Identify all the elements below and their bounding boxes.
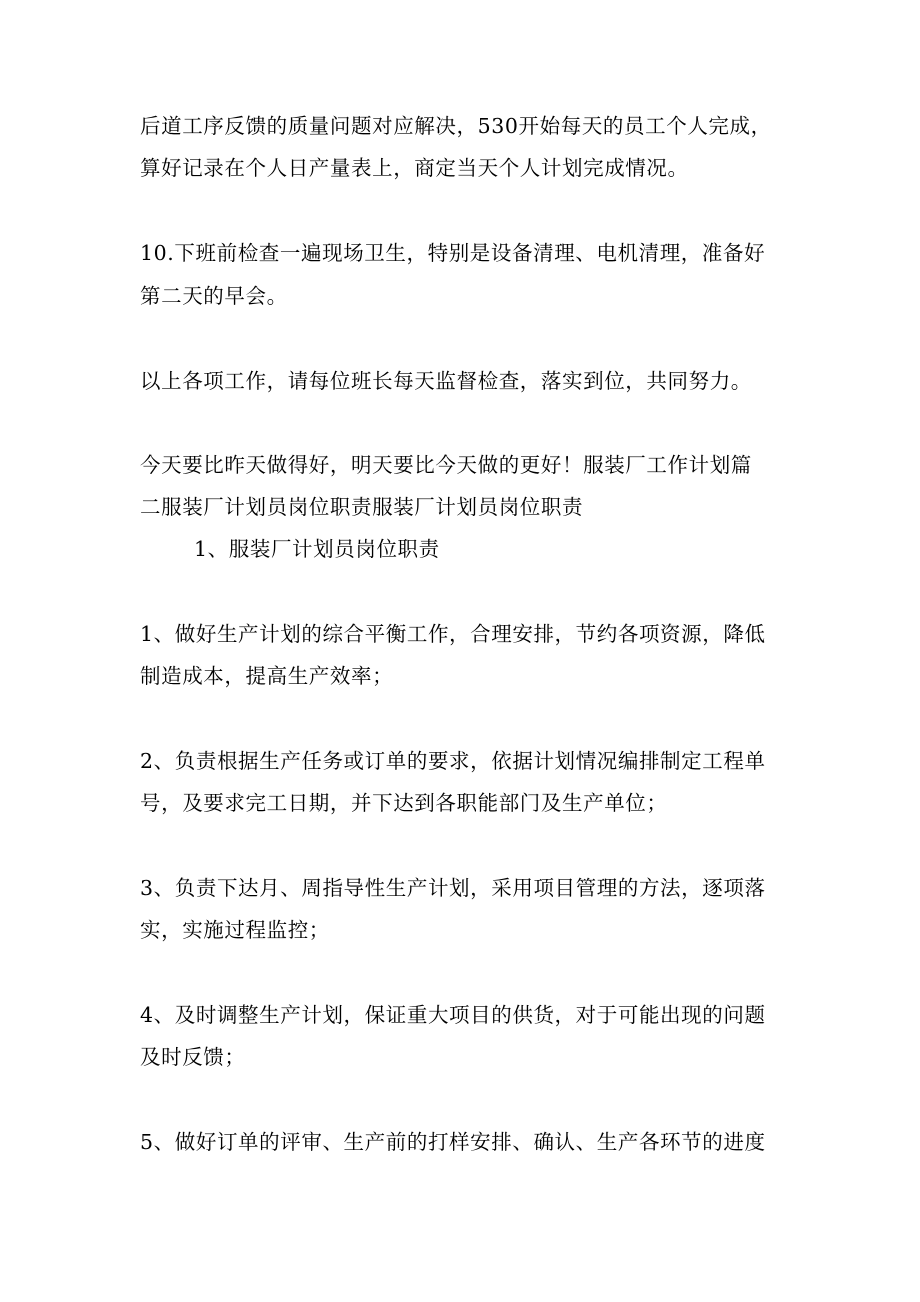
text-line: 第二天的早会。 [140,284,288,308]
list-item-line: 5、做好订单的评审、生产前的打样安排、确认、生产各环节的进度 [140,1130,766,1154]
text-line: 二服装厂计划员岗位职责服装厂计划员岗位职责 [140,495,584,519]
list-item-line: 制造成本，提高生产效率； [140,664,394,688]
list-item-line: 号，及要求完工日期，并下达到各职能部门及生产单位； [140,791,668,815]
list-item-line: 2、负责根据生产任务或订单的要求，依据计划情况编排制定工程单 [140,749,766,773]
list-item-line: 4、及时调整生产计划，保证重大项目的供货，对于可能出现的问题 [140,1003,766,1027]
text-line: 算好记录在个人日产量表上，商定当天个人计划完成情况。 [140,156,689,180]
list-item-line: 1、做好生产计划的综合平衡工作，合理安排，节约各项资源，降低 [140,622,766,646]
list-item-line: 3、负责下达月、周指导性生产计划，采用项目管理的方法，逐项落 [140,876,766,900]
list-item-line: 实，实施过程监控； [140,918,330,942]
text-line: 以上各项工作，请每位班长每天监督检查，落实到位，共同努力。 [140,369,752,393]
text-line: 后道工序反馈的质量问题对应解决，530开始每天的员工个人完成， [140,114,772,138]
text-line: 今天要比昨天做得好，明天要比今天做的更好！服装厂工作计划篇 [140,453,752,477]
list-item-line: 及时反馈； [140,1045,246,1069]
section-heading: 1、服装厂计划员岗位职责 [194,537,440,561]
text-line: 10.下班前检查一遍现场卫生，特别是设备清理、电机清理，准备好 [140,241,766,265]
